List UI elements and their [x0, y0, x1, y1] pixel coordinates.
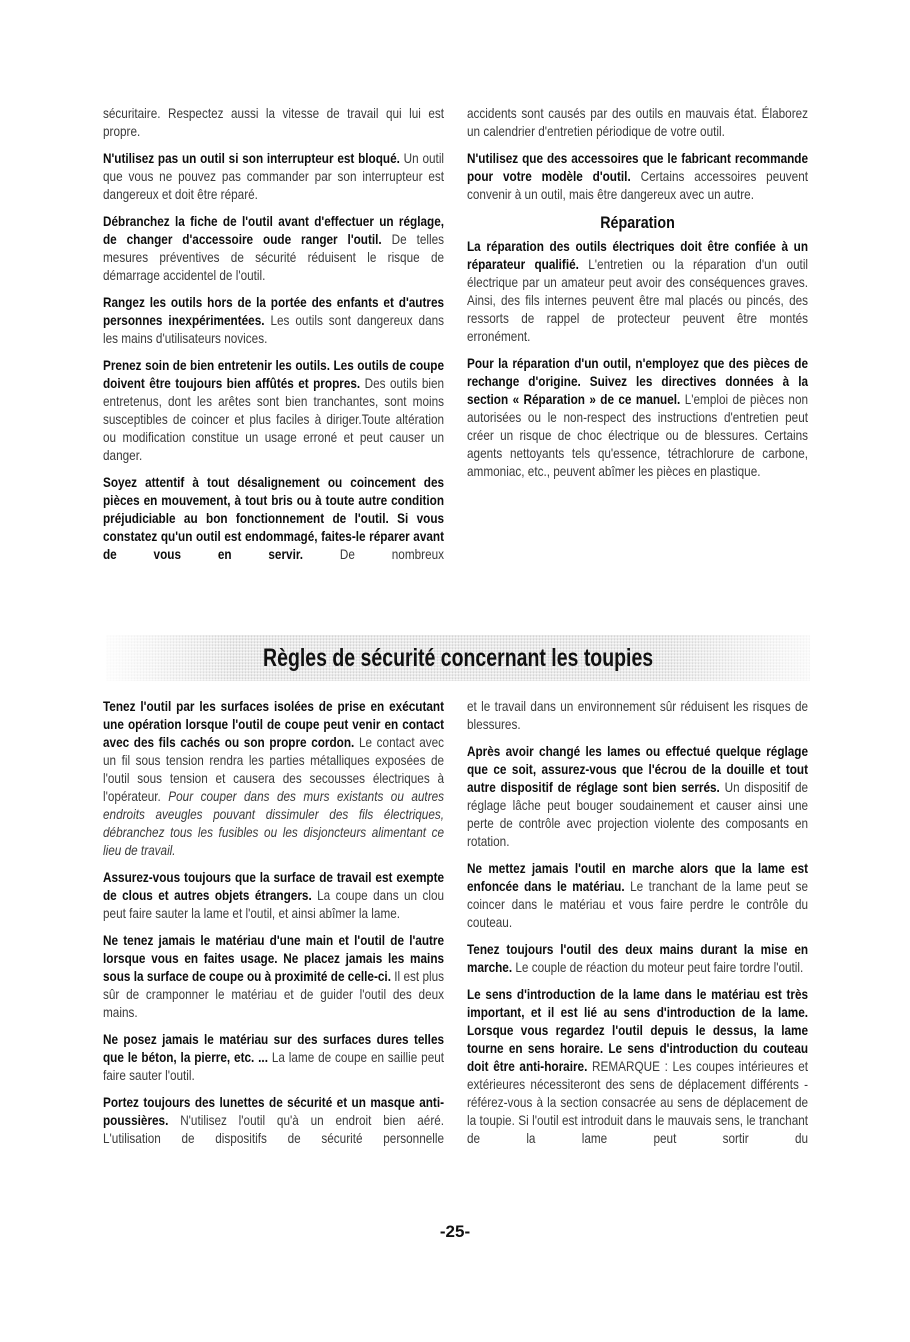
paragraph [103, 104, 444, 140]
paragraph-body: accidents sont causés par des outils en mauvais état. Élaborez un calendrier d'entretien périodique de votre outil. [467, 105, 809, 139]
section-heading: Réparation [600, 213, 675, 232]
paragraph-body: Certains accessoires peuvent convenir à un outil, mais être dangereux avec un autre. [467, 168, 809, 202]
paragraph-lead: Pour la réparation d'un outil, n'employez que des pièces de rechange d'origine. Suivez les directives données à la section « Réparation » de ce manuel. [467, 355, 809, 407]
paragraph-lead: Débranchez la fiche de l'outil avant d'effectuer un réglage, de changer d'accessoire oude ranger l'outil. [103, 213, 445, 247]
paragraph-body: La lame de coupe en saillie peut faire sauter l'outil. [103, 1049, 445, 1083]
paragraph [103, 868, 444, 922]
paragraph [467, 742, 808, 850]
paragraph-body: De telles mesures préventives de sécurité réduisent le risque de démarrage accidentel de l'outil. [103, 231, 445, 283]
paragraph-lead: Assurez-vous toujours que la surface de travail est exempte de clous et autres objets étrangers. [103, 869, 445, 903]
paragraph-lead: La réparation des outils électriques doit être confiée à un réparateur qualifié. [467, 238, 809, 272]
paragraph-lead: Le sens d'introduction de la lame dans le matériau est très important, et il est lié au sens d'introduction de la lame. Lorsque vous regardez l'outil depuis le dessus, la lame tourne en sens horaire. Le sens d'introduction du couteau doit être anti-horaire. [467, 986, 809, 1074]
paragraph [103, 1030, 444, 1084]
paragraph-body: Les outils sont dangereux dans les mains d'utilisateurs novices. [103, 312, 445, 346]
paragraph-body: Un outil que vous ne pouvez pas commander par son interrupteur est dangereux et doit être réparé. [103, 150, 445, 202]
paragraph-body: La coupe dans un clou peut faire sauter la lame et l'outil, et ainsi abîmer la lame. [103, 887, 445, 921]
paragraph [467, 104, 808, 140]
paragraph [103, 149, 444, 203]
paragraph [103, 293, 444, 347]
banner-title-wrap [106, 635, 810, 681]
paragraph [103, 356, 444, 464]
paragraph-body: et le travail dans un environnement sûr réduisent les risques de blessures. [467, 698, 809, 732]
paragraph [467, 149, 808, 203]
paragraph-lead: N'utilisez que des accessoires que le fabricant recommande pour votre modèle d'outil. [467, 150, 809, 184]
paragraph-body: L'entretien ou la réparation d'un outil électrique par un amateur peut avoir des conséquences graves. Ainsi, des fils internes peuvent être mal placés ou pincés, des ressorts de rappel de protecteur peuvent être montés erronément. [467, 256, 809, 344]
paragraph [467, 354, 808, 480]
paragraph-body: Le tranchant de la lame peut se coincer dans le matériau et vous faire perdre le contrôle du couteau. [467, 878, 809, 930]
paragraph-body: N'utilisez l'outil qu'à un endroit bien aéré. L'utilisation de dispositifs de sécurité personnelle [103, 1112, 445, 1146]
paragraph-lead: Tenez l'outil par les surfaces isolées de prise en exécutant une opération lorsque l'outil de coupe peut venir en contact avec des fils cachés ou son propre cordon. [103, 698, 445, 750]
page-number: -25- [439, 1222, 471, 1241]
paragraph [467, 859, 808, 931]
paragraph-lead: Ne posez jamais le matériau sur des surfaces dures telles que le béton, la pierre, etc. ... [103, 1031, 445, 1065]
paragraph-italic: Pour couper dans des murs existants ou autres endroits aveugles pouvant dissimuler des fils électriques, débranchez tous les fusibles ou les disjoncteurs alimentant ce lieu de travail. [103, 788, 445, 858]
paragraph-body: L'emploi de pièces non autorisées ou le non-respect des instructions d'entretien peut créer un risque de choc électrique ou de blessures. Certains agents nettoyants tels qu'essence, tétrachlorure de carbone, ammoniac, etc., peuvent abîmer les pièces en plastique. [467, 391, 809, 479]
paragraph-lead: Ne tenez jamais le matériau d'une main et l'outil de l'autre lorsque vous en faites usage. Ne placez jamais les mains sous la surface de coupe ou à proximité de celle-ci. [103, 932, 445, 984]
paragraph [103, 212, 444, 284]
column-bottom-right [467, 697, 808, 1156]
paragraph [103, 1093, 444, 1147]
column-bottom-left [103, 697, 444, 1156]
paragraph-body: Le couple de réaction du moteur peut faire tordre l'outil. [515, 959, 804, 975]
paragraph-lead: Portez toujours des lunettes de sécurité et un masque anti-poussières. [103, 1094, 445, 1128]
paragraph [467, 697, 808, 733]
paragraph [467, 940, 808, 976]
paragraph-body: sécuritaire. Respectez aussi la vitesse de travail qui lui est propre. [103, 105, 445, 139]
paragraph-body: Un dispositif de réglage lâche peut bouger soudainement et causer ainsi une perte de contrôle avec projection violente des composants en rotation. [467, 779, 809, 849]
paragraph-body: REMARQUE : Les coupes intérieures et extérieures nécessiteront des sens de déplacement différents - référez-vous à la section consacrée au sens de déplacement de la toupie. Si l'outil est introduit dans le mauvais sens, le tranchant de la lame peut sortir du [467, 1058, 809, 1146]
paragraph [467, 237, 808, 345]
paragraph-lead: Soyez attentif à tout désalignement ou coincement des pièces en mouvement, à tout bris ou à toute autre condition préjudiciable au bon fonctionnement de l'outil. Si vous constatez qu'un outil est endommagé, faites-le réparer avant de vous en servir. [103, 474, 445, 562]
paragraph-body: Des outils bien entretenus, dont les arêtes sont bien tranchantes, sont moins susceptibles de coincer et plus faciles à diriger.Toute altération ou modification constitue un usage erroné et peut causer un danger. [103, 375, 445, 463]
paragraph-lead: N'utilisez pas un outil si son interrupteur est bloqué. [103, 150, 400, 166]
banner-title: Règles de sécurité concernant les toupies [262, 644, 654, 672]
paragraph-body: De nombreux [339, 546, 445, 562]
paragraph-lead: Prenez soin de bien entretenir les outils. Les outils de coupe doivent être toujours bien affûtés et propres. [103, 357, 445, 391]
paragraph-body: Il est plus sûr de cramponner le matériau et de guider l'outil des deux mains. [103, 968, 445, 1020]
paragraph [103, 931, 444, 1021]
paragraph-lead: Ne mettez jamais l'outil en marche alors que la lame est enfoncée dans le matériau. [467, 860, 809, 894]
column-top-left [103, 104, 444, 572]
paragraph-lead: Rangez les outils hors de la portée des enfants et d'autres personnes inexpérimentées. [103, 294, 445, 328]
paragraph-lead: Tenez toujours l'outil des deux mains durant la mise en marche. [467, 941, 809, 975]
paragraph-lead: Après avoir changé les lames ou effectué quelque réglage que ce soit, assurez-vous que l'écrou de la douille et tout autre dispositif de réglage sont bien serrés. [467, 743, 809, 795]
paragraph-body: Le contact avec un fil sous tension rendra les parties métalliques exposées de l'outil sous tension et causera des secousses électriques à l'opérateur. [103, 734, 445, 804]
section-banner [106, 635, 810, 681]
column-top-right [467, 104, 808, 489]
paragraph [467, 985, 808, 1147]
paragraph [103, 697, 444, 859]
paragraph [103, 473, 444, 563]
